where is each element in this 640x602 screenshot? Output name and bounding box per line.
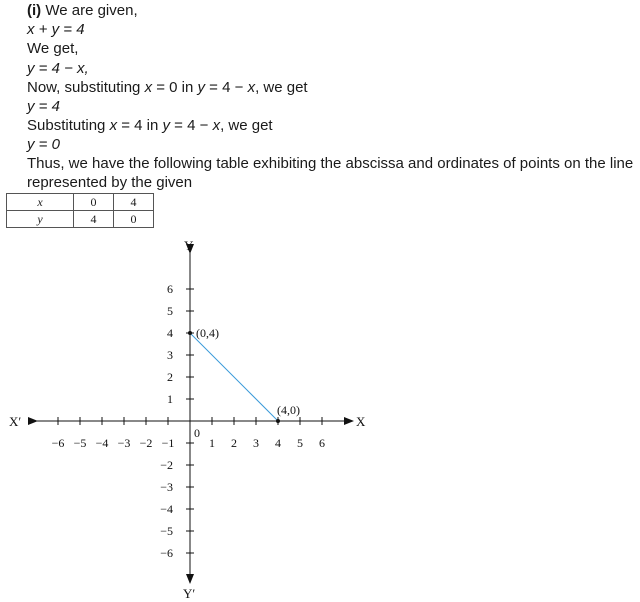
y-tick-label: 2	[167, 370, 173, 384]
origin-label: 0	[194, 426, 200, 440]
y-tick-label: −6	[160, 546, 173, 560]
x-tick-label: 5	[297, 436, 303, 450]
sub2-g: , we get	[220, 117, 273, 134]
x-tick-label: −4	[95, 436, 109, 450]
we-get-label: We get,	[27, 40, 79, 57]
conclusion-line-1: Thus, we have the following table exhibiting the abscissa and ordinates of points on the line	[27, 155, 634, 172]
given-equation: x + y = 4	[27, 21, 85, 38]
sub1-f: x	[247, 79, 256, 96]
x-tick-label: 2	[231, 436, 237, 450]
y-tick-label: 4	[167, 326, 173, 340]
data-point	[276, 419, 280, 423]
x-tick-label: −3	[117, 436, 131, 450]
table-head-y: y	[7, 211, 74, 228]
x-tick-label: −2	[139, 436, 153, 450]
x-neg-axis-label: X′	[9, 414, 22, 429]
y-tick-label: −4	[160, 502, 173, 516]
sub2-c: = 4 in	[117, 117, 163, 134]
y-tick-label: −3	[160, 480, 173, 494]
sub1-d: y	[197, 79, 206, 96]
y-tick-label: 6	[167, 282, 173, 296]
sub2-e: = 4 −	[170, 117, 213, 134]
sub2-d: y	[162, 117, 171, 134]
x-axis-label: X	[356, 414, 366, 429]
rearranged-equation: y = 4 − x,	[27, 60, 89, 77]
result-1: y = 4	[27, 98, 60, 115]
sub2-f: x	[212, 117, 221, 134]
x-tick-label: −1	[161, 436, 175, 450]
sub2-a: Substituting	[27, 117, 110, 134]
data-point	[188, 331, 192, 335]
point-label: (4,0)	[277, 403, 300, 417]
result-2: y = 0	[27, 136, 60, 153]
x-tick-label: 1	[209, 436, 215, 450]
y-tick-label: −5	[160, 524, 173, 538]
point-group	[188, 326, 300, 423]
point-label: (0,4)	[196, 326, 219, 340]
x-tick-label: −5	[73, 436, 87, 450]
x-tick-label: 6	[319, 436, 325, 450]
y-tick-label: 5	[167, 304, 173, 318]
sub1-b: x	[144, 79, 153, 96]
series-line	[190, 333, 278, 421]
y-tick-label: 3	[167, 348, 173, 362]
table-cell: 4	[114, 194, 154, 211]
conclusion-line-2: represented by the given	[27, 174, 193, 191]
y-neg-axis-label: Y′	[183, 586, 196, 601]
sub1-c: = 0 in	[152, 79, 198, 96]
y-axis-label: Y	[184, 238, 194, 253]
table-cell: 0	[114, 211, 154, 228]
x-tick-label: 3	[253, 436, 259, 450]
y-tick-label: 1	[167, 392, 173, 406]
sub1-e: = 4 −	[205, 79, 248, 96]
sub1-g: , we get	[255, 79, 308, 96]
part-label: (i)	[27, 2, 42, 19]
x-tick-label: 4	[275, 436, 281, 450]
table-cell: 4	[74, 211, 114, 228]
sub2-b: x	[109, 117, 118, 134]
y-tick-label: −2	[160, 458, 173, 472]
x-tick-label: −6	[51, 436, 65, 450]
intro-text: We are given,	[41, 2, 138, 19]
table-head-x: x	[7, 194, 74, 211]
sub1-a: Now, substituting	[27, 79, 145, 96]
table-cell: 0	[74, 194, 114, 211]
